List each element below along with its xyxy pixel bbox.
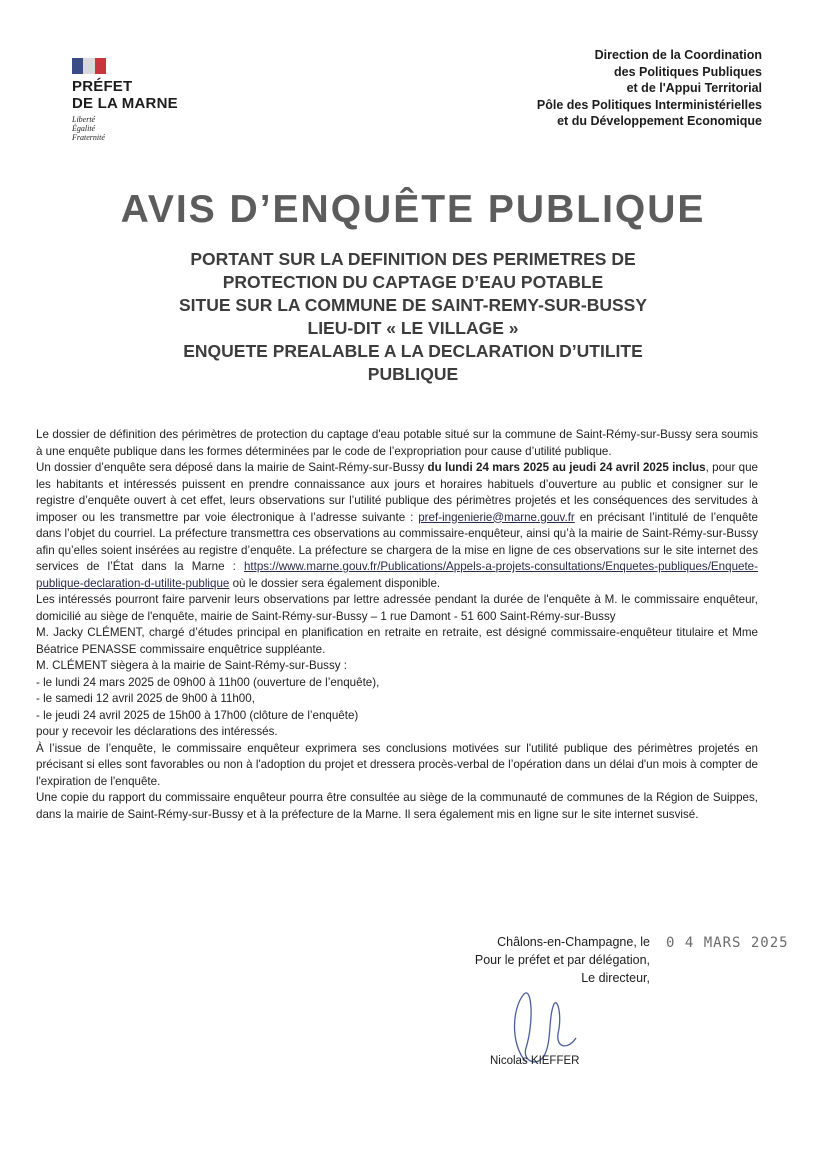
paragraph-declarations: pour y recevoir les déclarations des intéressés. xyxy=(36,725,278,738)
dossier-text: où le dossier sera également disponible. xyxy=(229,576,441,590)
paragraph-observations: Les intéressés pourront faire parvenir leurs observations par lettre adressée pendant la durée de l'enquête à M. le commissaire enquêteur, domicilié au siège de l'enquête, mairie de Saint-Rémy-sur-Bussy – 1 rue Damont - 51 600 Saint-Rémy-sur-Bussy xyxy=(36,593,758,623)
motto-egalite: Égalité xyxy=(72,124,96,133)
signature-delegation: Pour le préfet et par délégation, xyxy=(474,953,650,967)
session-date: - le lundi 24 mars 2025 de 09h00 à 11h00 (ouverture de l’enquête), xyxy=(36,675,380,689)
email-link[interactable]: pref-ingenierie@marne.gouv.fr xyxy=(418,510,575,524)
prefecture-logo xyxy=(72,58,202,142)
subtitle-line: PUBLIQUE xyxy=(367,364,459,384)
marianne-flag-icon xyxy=(72,58,106,74)
notice-subtitle xyxy=(60,248,766,386)
motto-liberte: Liberté xyxy=(72,115,96,124)
department-line: Pôle des Politiques Interministérielles xyxy=(536,97,762,112)
dossier-text: , pour que les habitants et intéressés puissent en prendre connaissance aux jours et horaires habituels d’ouverture au public et consigner sur le registre d’enquête ouvert à cet effet, leurs observations sur l’utilité publique des périmètres projetés et les conséquences des servitudes à imposer ou les transmettre par voie électronique à l’adresse suivante : xyxy=(36,461,759,524)
dossier-text: Un dossier d’enquête sera déposé dans la mairie de Saint-Rémy-sur-Bussy xyxy=(36,461,428,474)
department-line: et de l'Appui Territorial xyxy=(626,81,762,96)
signature-block xyxy=(350,933,650,987)
paragraph-intro: Le dossier de définition des périmètres de protection du captage d'eau potable situé sur la commune de Saint-Rémy-sur-Bussy sera soumis à une enquête publique dans les formes déterminées par le code de l’expropriation pour cause d’utilité publique. xyxy=(36,428,758,458)
motto-fraternite: Fraternité xyxy=(72,133,105,142)
department-line: Direction de la Coordination xyxy=(594,48,762,62)
paragraph-dossier xyxy=(36,460,758,592)
notice-title: AVIS D’ENQUÊTE PUBLIQUE xyxy=(120,188,706,231)
paragraph-commissioner: M. Jacky CLÉMENT, chargé d’études principal en planification en retraite en retraite, est désigné commissaire-enquêteur titulaire et Mme Béatrice PENASSE commissaire enquêtrice suppléante. xyxy=(36,626,758,656)
paragraph-conclusions: À l’issue de l’enquête, le commissaire enquêteur exprimera ses conclusions motivées sur l'utilité publique des périmètres projetés en précisant si elles sont favorables ou non à l'adoption du projet et dressera procès-verbal de l’opération dans un délai d'un mois à compter de l'expiration de l'enquête. xyxy=(36,741,758,788)
department-line: des Politiques Publiques xyxy=(614,64,762,79)
motto xyxy=(72,115,202,142)
signature-role: Le directeur, xyxy=(581,971,650,985)
logo-line-2: DE LA MARNE xyxy=(72,95,178,112)
subtitle-line: PORTANT SUR LA DEFINITION DES PERIMETRES DE xyxy=(190,249,636,269)
paragraph-report: Une copie du rapport du commissaire enquêteur pourra être consultée au siège de la communauté de communes de la Région de Suippes, dans la mairie de Saint-Rémy-sur-Bussy et à la préfecture de la Marne. Il sera également mis en ligne sur le site internet susvisé. xyxy=(36,791,758,821)
signatory-name: Nicolas KIEFFER xyxy=(490,1055,580,1067)
signature-place: Châlons-en-Champagne, le xyxy=(497,935,650,949)
website-link[interactable]: https://www.marne.gouv.fr/Publications/Appels-a-projets-consultations/Enquetes-publiques/Enquete-publique-declaration-d-utilite-publique xyxy=(36,560,758,590)
issuing-department xyxy=(442,47,762,130)
notice-body xyxy=(36,427,758,823)
date-stamp: 0 4 MARS 2025 xyxy=(666,935,789,951)
session-date: - le jeudi 24 avril 2025 de 15h00 à 17h00 (clôture de l’enquête) xyxy=(36,708,359,722)
dossier-text: en précisant l’intitulé de l’enquête dans l’objet du courriel. La préfecture transmettra ces observations au commissaire-enquêteur, ainsi qu’à la mairie de Saint-Rémy-sur-Bussy afin qu’elles soient insérées au registre d’enquête. La préfecture se chargera de la mise en ligne de ces observations sur le site internet des services de l’État dans la Marne : xyxy=(36,510,758,573)
department-line: et du Développement Economique xyxy=(557,114,762,129)
subtitle-line: SITUE SUR LA COMMUNE DE SAINT-REMY-SUR-BUSSY xyxy=(179,295,647,315)
session-date: - le samedi 12 avril 2025 de 9h00 à 11h00, xyxy=(36,692,255,705)
paragraph-sessions-intro: M. CLÉMENT siègera à la mairie de Saint-Rémy-sur-Bussy : xyxy=(36,659,347,672)
subtitle-line: LIEU-DIT « LE VILLAGE » xyxy=(307,318,519,338)
logo-line-1: PRÉFET xyxy=(72,78,133,95)
enquiry-dates: du lundi 24 mars 2025 au jeudi 24 avril 2025 inclus xyxy=(427,461,706,474)
subtitle-line: PROTECTION DU CAPTAGE D’EAU POTABLE xyxy=(222,272,604,292)
subtitle-line: ENQUETE PREALABLE A LA DECLARATION D’UTILITE xyxy=(183,341,643,361)
